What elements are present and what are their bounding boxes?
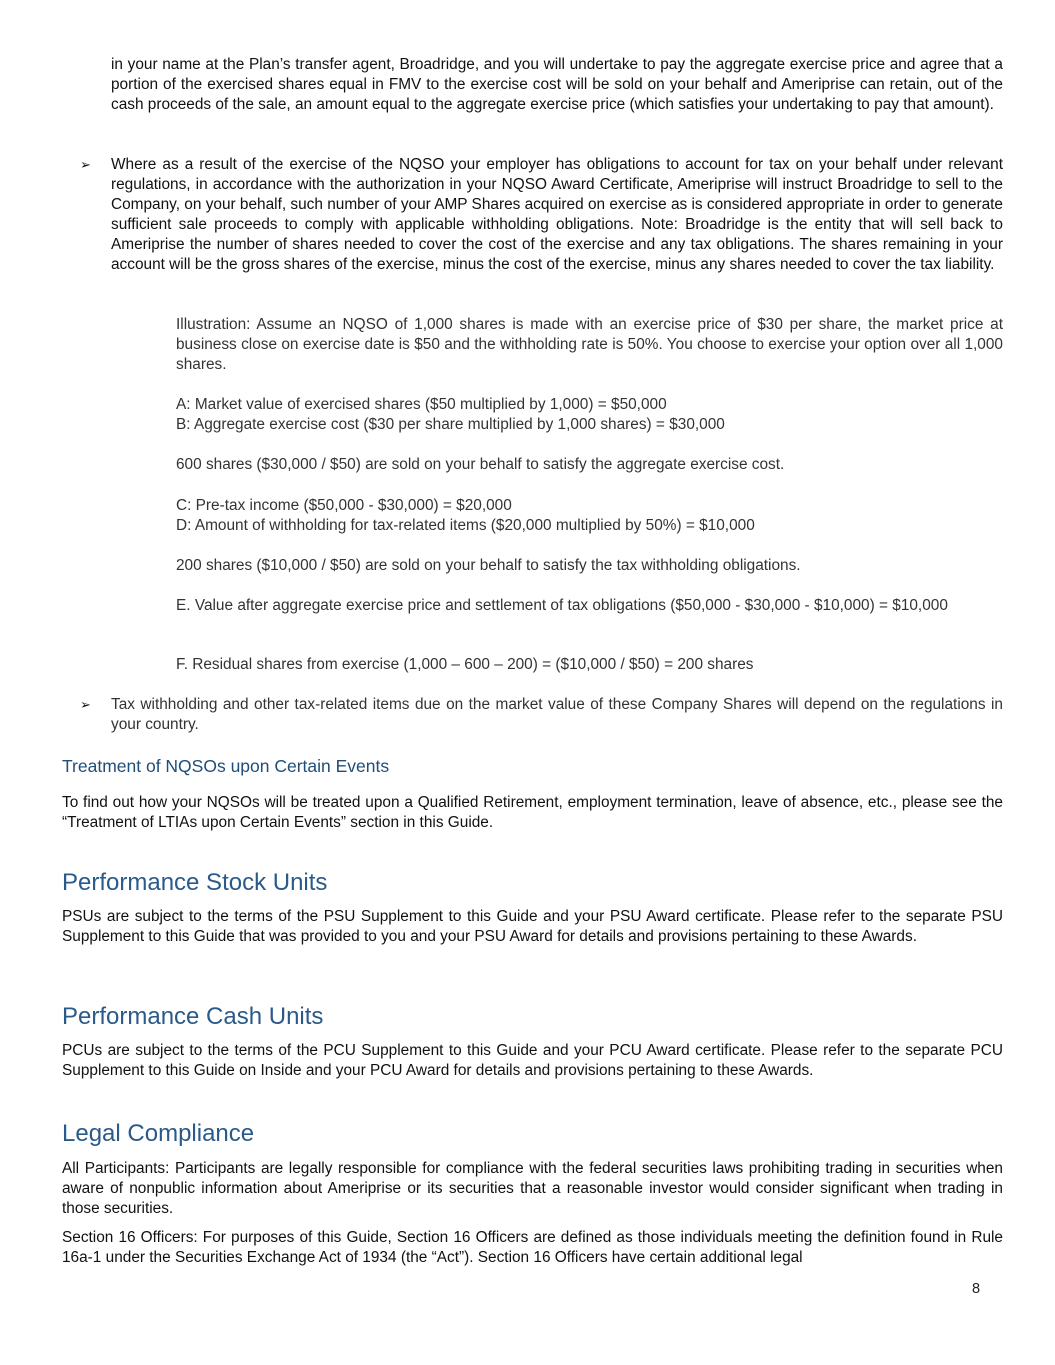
- illustration-line-c: C: Pre-tax income ($50,000 - $30,000) = $20,000: [176, 497, 512, 514]
- pcu-paragraph: PCUs are subject to the terms of the PCU Supplement to this Guide and your PCU Award certificate. Please refer to the separate PCU Supplement to this Guide on Inside and your PCU Award for details and provisions pertaining to these Awards.: [62, 1042, 1003, 1079]
- illustration-line-e: E. Value after aggregate exercise price and settlement of tax obligations ($50,000 - $30,000 - $10,000) = $10,000: [176, 597, 948, 614]
- page-number: 8: [972, 1281, 981, 1297]
- legal-section16-paragraph: Section 16 Officers: For purposes of this Guide, Section 16 Officers are defined as those individuals meeting the definition found in Rule 16a-1 under the Securities Exchange Act of 1934 (the “Act”). Section 16 Officers have certain additional legal: [62, 1229, 1003, 1266]
- illustration-calc-ab: [176, 395, 1003, 435]
- illustration-200: [176, 556, 1003, 576]
- psu-paragraph: PSUs are subject to the terms of the PSU Supplement to this Guide and your PSU Award certificate. Please refer to the separate PSU Supplement to this Guide that was provided to you and your PSU Award for details and provisions pertaining to these Awards.: [62, 908, 1003, 945]
- bullet-item: [80, 695, 1003, 735]
- illustration-line-f: F. Residual shares from exercise (1,000 – 600 – 200) = ($10,000 / $50) = 200 shares: [176, 656, 754, 673]
- illustration-e: [176, 596, 1003, 616]
- illustration-block: [176, 315, 1003, 375]
- illustration-line-b: B: Aggregate exercise cost ($30 per share multiplied by 1,000 shares) = $30,000: [176, 416, 725, 433]
- section-heading-pcu: Performance Cash Units: [62, 1003, 324, 1030]
- bullet-text: Where as a result of the exercise of the NQSO your employer has obligations to account for tax on your behalf under relevant regulations, in accordance with the authorization in your NQSO Award Certificate, Ameriprise will instruct Broadridge to sell to the Company, on your behalf, such number of your AMP Shares acquired on exercise as is considered appropriate in order to generate sufficient sale proceeds to comply with applicable withholding obligations. Note: Broadridge is the entity that will sell back to Ameriprise the number of shares needed to cover the cost of the exercise and any tax obligations. The shares remaining in your account will be the gross shares of the exercise, minus the cost of the exercise, minus any shares needed to cover the tax liability.: [111, 156, 1003, 273]
- legal-all-participants-paragraph: All Participants: Participants are legally responsible for compliance with the federal securities laws prohibiting trading in securities when aware of nonpublic information about Ameriprise or its securities that a reasonable investor would consider significant when trading in those securities.: [62, 1160, 1003, 1217]
- arrow-bullet-icon: ➢: [80, 697, 91, 712]
- bullet-text: Tax withholding and other tax-related items due on the market value of these Company Shares will depend on the regulations in your country.: [111, 696, 1003, 733]
- treatment-paragraph: To find out how your NQSOs will be treated upon a Qualified Retirement, employment termination, leave of absence, etc., please see the “Treatment of LTIAs upon Certain Events” section in this Guide.: [62, 794, 1003, 831]
- illustration-shares-600: 600 shares ($30,000 / $50) are sold on your behalf to satisfy the aggregate exercise cost.: [176, 456, 785, 473]
- illustration-calc-cd: [176, 496, 1003, 536]
- section-heading-psu: Performance Stock Units: [62, 869, 328, 896]
- arrow-bullet-icon: ➢: [80, 157, 91, 172]
- illustration-line-a: A: Market value of exercised shares ($50 multiplied by 1,000) = $50,000: [176, 396, 667, 413]
- illustration-shares-200: 200 shares ($10,000 / $50) are sold on your behalf to satisfy the tax withholding obligations.: [176, 557, 801, 574]
- illustration-intro: Illustration: Assume an NQSO of 1,000 shares is made with an exercise price of $30 per share, the market price at business close on exercise date is $50 and the withholding rate is 50%. You choose to exercise your option over all 1,000 shares.: [176, 316, 1003, 373]
- bullet-item: [80, 155, 1003, 275]
- section-heading-treatment: Treatment of NQSOs upon Certain Events: [62, 756, 390, 776]
- illustration-line-d: D: Amount of withholding for tax-related items ($20,000 multiplied by 50%) = $10,000: [176, 517, 755, 534]
- section-heading-legal: Legal Compliance: [62, 1120, 255, 1147]
- illustration-f: [176, 655, 1003, 675]
- illustration-600: [176, 455, 1003, 475]
- continuation-paragraph: in your name at the Plan’s transfer agent, Broadridge, and you will undertake to pay the aggregate exercise price and agree that a portion of the exercised shares equal in FMV to the exercise cost will be sold on your behalf and Ameriprise can retain, out of the cash proceeds of the sale, an amount equal to the aggregate exercise price (which satisfies your undertaking to pay that amount).: [111, 56, 1003, 113]
